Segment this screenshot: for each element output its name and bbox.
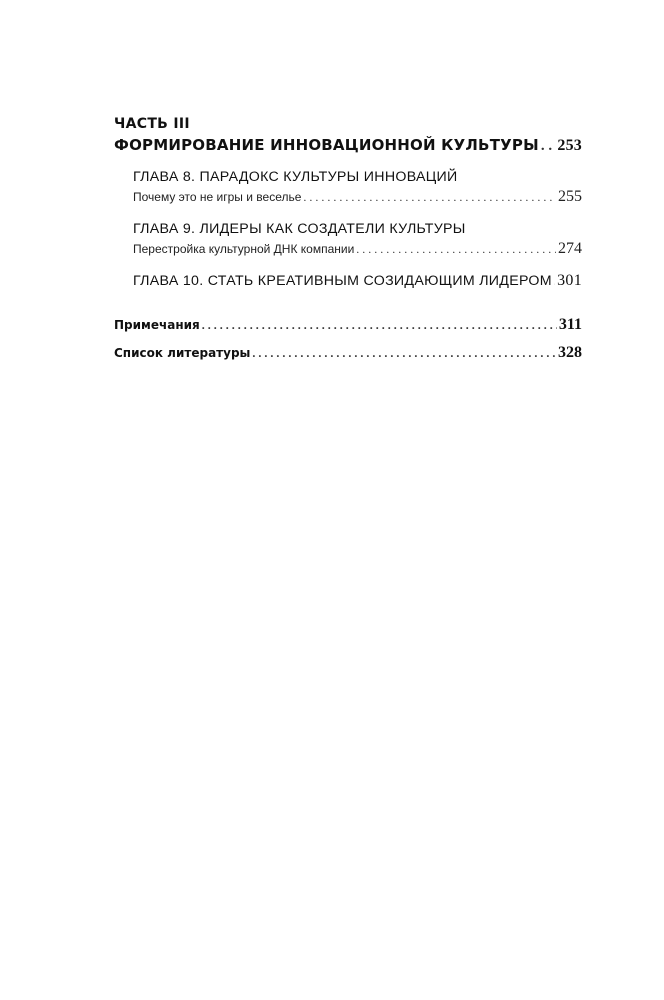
chapter-entry — [133, 166, 582, 206]
dot-leader — [252, 342, 556, 364]
chapter-subtitle: Почему это не игры и веселье — [133, 190, 302, 204]
bibliography-label: Список литературы — [114, 346, 251, 360]
dot-leader — [303, 188, 556, 206]
part-label: ЧАСТЬ III — [114, 116, 190, 132]
chapter-page-number: 274 — [558, 240, 582, 257]
chapter-subtitle-entry — [133, 188, 582, 206]
dot-leader — [356, 240, 556, 258]
part-title: ФОРМИРОВАНИЕ ИННОВАЦИОННОЙ КУЛЬТУРЫ — [114, 136, 539, 154]
chapter-entry — [133, 270, 582, 292]
chapter-subtitle: Перестройка культурной ДНК компании — [133, 242, 355, 256]
dot-leader — [554, 270, 555, 292]
chapter-entry — [133, 218, 582, 258]
table-of-contents — [114, 114, 582, 370]
chapter-page-number: 255 — [558, 188, 582, 205]
bibliography-entry — [114, 342, 582, 364]
chapter-subtitle-entry — [133, 240, 582, 258]
part-title-entry — [114, 134, 582, 156]
chapter-title-entry — [133, 270, 582, 292]
chapter-page-number: 301 — [557, 272, 582, 289]
notes-label: Примечания — [114, 318, 200, 332]
chapter-list — [133, 166, 582, 292]
notes-page-number: 311 — [558, 316, 582, 333]
dot-leader — [541, 135, 556, 157]
chapter-title: ГЛАВА 9. ЛИДЕРЫ КАК СОЗДАТЕЛИ КУЛЬТУРЫ — [133, 221, 466, 237]
chapter-title: ГЛАВА 8. ПАРАДОКС КУЛЬТУРЫ ИННОВАЦИЙ — [133, 169, 458, 185]
notes-entry — [114, 314, 582, 336]
chapter-title: ГЛАВА 10. СТАТЬ КРЕАТИВНЫМ СОЗИДАЮЩИМ ЛИДЕРОМ — [133, 273, 552, 289]
back-matter-list — [114, 314, 582, 364]
part-page-number: 253 — [557, 137, 582, 154]
bibliography-page-number: 328 — [558, 344, 582, 361]
dot-leader — [202, 314, 557, 336]
